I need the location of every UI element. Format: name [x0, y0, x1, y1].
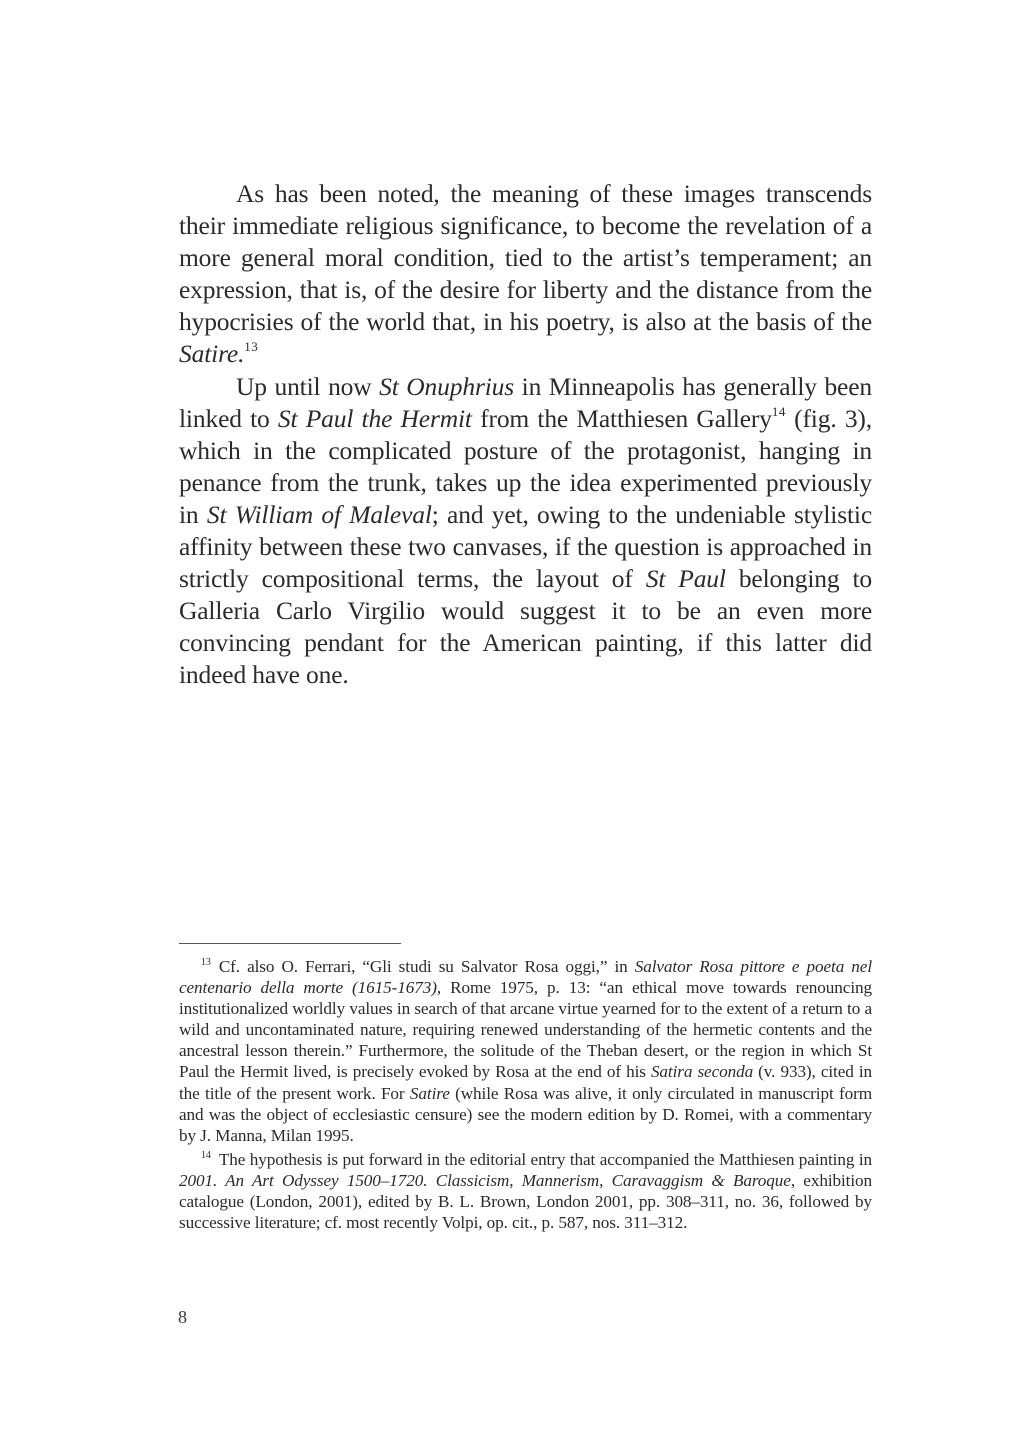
footnote-divider — [179, 943, 401, 944]
main-text — [179, 178, 872, 692]
footnote-number: 14 — [201, 1149, 211, 1161]
paragraph: Up until now St Onuphrius in Minneapolis has generally been linked to St Paul the Hermit from the Matthiesen Gallery$^{14}$ (fig. 3), which in the complicated posture of the protagonist, hanging in penance from the trunk, takes up the idea experimented previously in St William of Maleval; and yet, owing to the undeniable stylistic affinity between these two canvases, if the question is approached in strictly compositional terms, the layout of St Paul belonging to Galleria Carlo Virgilio would suggest it to be an even more convincing pendant for the American painting, if this latter did indeed have one. — [179, 371, 873, 690]
italic-title: Satire. — [179, 339, 245, 369]
italic-title: St William of Maleval — [206, 499, 432, 529]
footnote: $^{14}$ The hypothesis is put forward in the editorial entry that accompanied the Matthiesen painting in 2001. An Art Odyssey 1500–1720. Classicism, Mannerism, Caravaggism & Baroque, exhibition catalogue (London, 2001), edited by B. L. Brown, London 2001, pp. 308–311, no. 36, followed by successive literature; cf. most recently Volpi, op. cit., p. 587, nos. 311–312. — [179, 1149, 873, 1233]
footnotes — [179, 956, 872, 1233]
footnote-reference[interactable]: 13 — [244, 339, 259, 355]
italic-title: Satire — [409, 1083, 450, 1103]
italic-title: Satira seconda — [650, 1062, 754, 1082]
footnote-reference[interactable]: 14 — [771, 403, 786, 419]
paragraph: As has been noted, the meaning of these images transcends their immediate religious significance, to become the revelation of a more general moral condition, tied to the artist’s temperament; an expression, that is, of the desire for liberty and the distance from the hypocrisies of the world that, in his poetry, is also at the basis of the Satire.$^{13}$ — [179, 179, 872, 369]
footnote-number: 13 — [201, 957, 211, 968]
italic-title: St Onuphrius — [379, 371, 515, 401]
italic-title: St Paul — [645, 564, 726, 594]
page-number: 8 — [178, 1307, 187, 1327]
footnote: $^{13}$ Cf. also O. Ferrari, “Gli studi su Salvator Rosa oggi,” in Salvator Rosa pittore e poeta nel centenario della morte (1615-1673), Rome 1975, p. 13: “an ethical move towards renouncing institutionalized worldly values in search of that arcane virtue yearned for to the extent of a return to a wild and uncontaminated nature, requiring renewed understanding of the hermetic contents and the ancestral lesson therein.” Furthermore, the solitude of the Theban desert, or the region in which St Paul the Hermit lived, is precisely evoked by Rosa at the end of his Satira seconda (v. 933), cited in the title of the present work. For Satire (while Rosa was alive, it only circulated in manuscript form and was the object of ecclesiastic censure) see the modern edition by D. Romei, with a commentary by J. Manna, Milan 1995. — [179, 957, 873, 1145]
italic-title: St Paul the Hermit — [277, 403, 472, 433]
italic-title: 2001. An Art Odyssey 1500–1720. Classicism, Mannerism, Caravaggism & Baroque — [179, 1170, 791, 1190]
italic-title: Salvator Rosa pittore e poeta nel centenario della morte (1615-1673) — [179, 957, 872, 998]
